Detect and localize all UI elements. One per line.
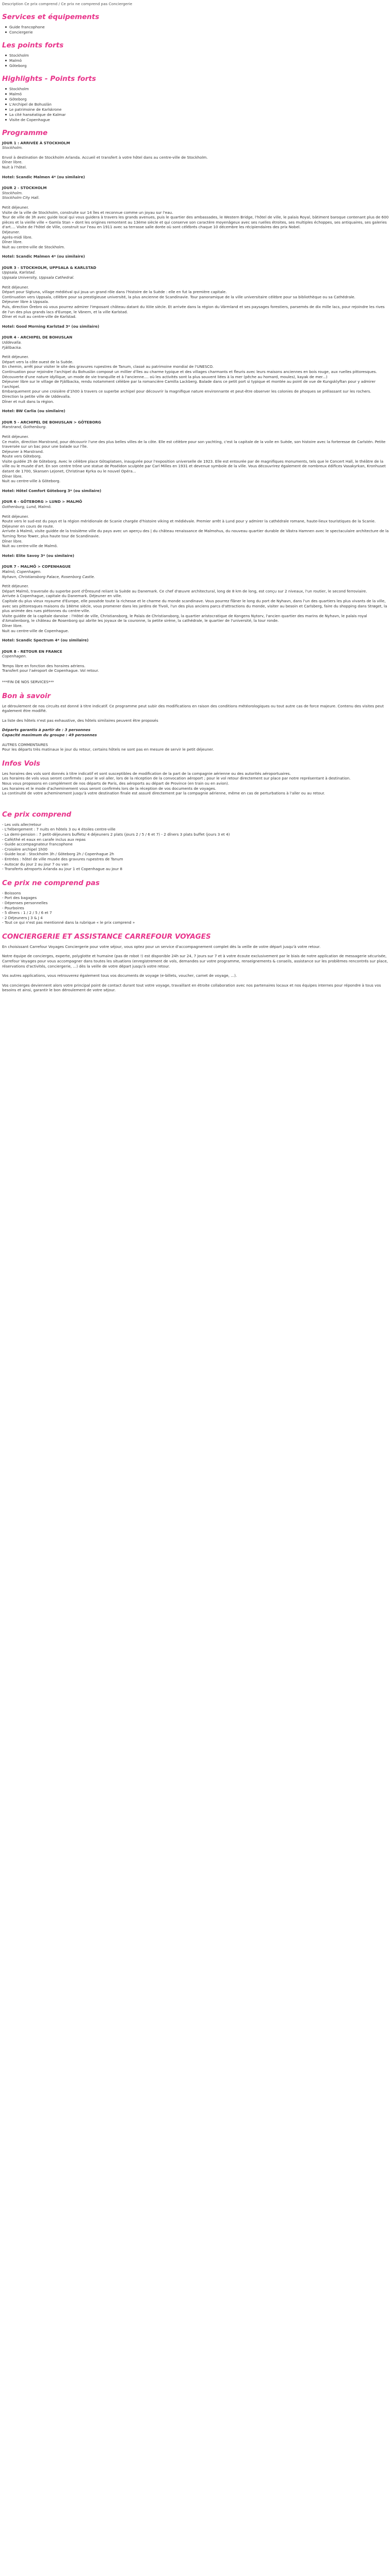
points-forts-title: Les points forts: [2, 41, 64, 49]
prix-comprend-item: - Les vols aller/retour: [2, 822, 42, 827]
day-block: [2, 564, 389, 642]
prix-comprend-title: Ce prix comprend: [2, 810, 72, 819]
day-paragraph: Petit déjeuner.: [2, 205, 29, 210]
bon-a-savoir-body: [2, 704, 389, 752]
day-paragraph: Dîner et nuit au centre-ville de Karlstad.: [2, 314, 77, 319]
services-title: Services et équipements: [2, 12, 100, 21]
day-paragraph: Déjeuner en cours de route.: [2, 523, 54, 529]
day-paragraph: Dîner libre.: [2, 538, 23, 544]
bon-a-savoir-p2: La liste des hôtels n'est pas exhaustive, des hôtels similaires peuvent être proposés: [2, 718, 158, 723]
day-hotel: Hotel: Hôtel Comfort Göteborg 3* (ou similaire): [2, 488, 102, 493]
day-place: Stockholm.: [2, 145, 23, 150]
bon-a-savoir-title: Bon à savoir: [2, 691, 51, 700]
day-paragraph: Temps libre en fonction des horaires aériens.: [2, 663, 86, 668]
day-paragraph: Nuit au centre-ville à Göteborg.: [2, 479, 61, 484]
prix-comprend-item: - Autocar du jour 2 au jour 7 ou van: [2, 861, 69, 867]
prix-ne-comprend-title: Ce prix ne comprend pas: [2, 878, 100, 887]
day-paragraph: En chemin, arrêt pour visiter le site des gravures rupestres de Tanum, classé au patrimoine mondial de l'UNESCO.: [2, 364, 214, 369]
day-paragraph: Départ vers la côte ouest de la Suède.: [2, 359, 74, 364]
day-paragraph: Nuit au centre-ville de Copenhague.: [2, 628, 69, 633]
header-note: Description Ce prix comprend / Ce prix ne comprend pas Conciergerie: [2, 2, 133, 6]
day-paragraph: Petit déjeuner.: [2, 284, 29, 290]
day-paragraph: Nuit au centre-ville de Malmö.: [2, 544, 58, 549]
infos-vols-paragraph: Les horaires de vols vous seront confirmés : pour le vol aller, lors de la réception de la convocation aéroport ; pour le vol retour directement sur place par notre représentant à destination.: [2, 776, 351, 781]
list-item: Conciergerie: [9, 30, 389, 35]
day-paragraph: Dîner libre.: [2, 473, 23, 479]
programme-days: [2, 141, 389, 673]
list-item: Visite de Copenhague: [9, 117, 389, 123]
day-paragraph: Transfert pour l'aéroport de Copenhague. Vol retour.: [2, 668, 99, 673]
prix-comprend-item: - La demi-pension : 7 petit-déjeuners buffets/ 4 déjeuners 2 plats (jours 2 / 5 / 6 et 7) - 2 dîners 3 plats buffet (jours 3 et 4): [2, 832, 230, 837]
day-hotel: Hotel: Scandic Malmen 4* (ou similaire): [2, 254, 85, 259]
highlights-title: Highlights - Points forts: [2, 74, 96, 83]
prix-ne-comprend-item: - 5 dîners : 1 / 2 / 5 / 6 et 7: [2, 910, 52, 916]
day-paragraph: Petit déjeuner.: [2, 434, 29, 439]
day-paragraph: Capitale du plus vieux royaume d'Europe, elle possède toute la richesse et le charme du monde scandinave. Vous pourrez flâner le long du port de Nyhavn, dans l'un des quartiers les plus vivants de la ville, avec ses pittoresques maisons du 18ème siècle, vous promener dans les jardins de Tivoli, l'un des plus anciens parcs d'attractions du monde, visiter au besoin et Carlsberg, faire du shopping dans Strøget, la plus animée des rues piétonnes du centre-ville.: [2, 598, 387, 614]
day-paragraph: Tour de ville de 3h avec guide local qui vous guidera à travers les grands avenues, puis le quartier des ambassades, le Western Bridge, l'hôtel de ville, le palais Royal, bâtiment baroque contenant plus de 600 pièces et la vieille ville « Gamla Stan » dont les origines remontent au 13ème siècle et qui conserve son caractère moyenâgeux avec ses ruelles étroites, ses multiples échoppes, ses antiquaires, ses galeries d'art.... Visite de l'hôtel de Ville, construit sur l'eau en 1911 avec sa terrasse salle dorée où sont célébrés chaque 10 décembre les récipiendaires des prix Nobel.: [2, 215, 389, 230]
list-item: Stockholm: [9, 87, 389, 92]
day-title: JOUR 3 - STOCKHOLM, UPPSALA & KARLSTAD: [2, 265, 96, 270]
day-paragraph: Ce matin, direction Marstrand, pour découvrir l'une des plus belles villes de la côte. Elle est célèbre pour son yachting, c'est la capitale de la voile en Suède, son histoire avec la forteresse de Carlstén. Petite traversée sur un bac pour une balade sur l'île.: [2, 439, 386, 449]
day-title: JOUR 4 - ARCHIPEL DE BOHUSLAN: [2, 335, 73, 340]
day-title: JOUR 8 - RETOUR EN FRANCE: [2, 649, 62, 654]
conciergerie-paragraph: Vos concierges deviennent alors votre principal point de contact durant tout votre voyage, travaillant en étroite collaboration avec nos partenaires locaux et nos équipes internes pour répondre à tous vos besoins et ainsi, garantir le bon déroulement de votre séjour.: [2, 982, 381, 993]
day-block: [2, 649, 389, 673]
day-paragraph: Nuit à l'hôtel.: [2, 164, 27, 170]
prix-ne-comprend-item: - Boissons: [2, 890, 21, 895]
day-paragraph: Déjeuner à Marstrand.: [2, 449, 44, 454]
day-place: Stockholm. Stockholm City Hall.: [2, 190, 40, 200]
day-block: [2, 265, 389, 329]
day-title: JOUR 5 - ARCHIPEL DE BOHUSLAN > GÖTEBORG: [2, 419, 101, 425]
prix-ne-comprend-item: - Pourboires: [2, 905, 24, 910]
day-paragraph: Petit déjeuner.: [2, 354, 29, 360]
prix-ne-comprend-item: - Dépenses personnelles: [2, 900, 48, 905]
programme-title: Programme: [2, 128, 48, 137]
day-paragraph: Dîner et nuit dans la région.: [2, 399, 54, 404]
conciergerie-paragraph: Notre équipe de concierges, experte, polyglotte et humaine (pas de robot !) est disponible 24h sur 24, 7 jours sur 7 et à votre écoute exclusivement par le biais de notre application de messagerie sécurisée, Carrefour Voyages pour vous accompagner dans toutes les situations (enregistrement de vols, demandes sur votre programme, renseignements & conseils, assistance sur les problèmes rencontrés sur place, réservations d'activités, conciergerie, ...) dès la veille de votre départ jusqu'à votre retour.: [2, 954, 388, 969]
day-block: [2, 420, 389, 494]
infos-vols-paragraph: La continuité de votre acheminement jusqu'à votre destination finale est assuré directement par la compagnie aérienne, même en cas de perturbations à l'aller ou au retour.: [2, 791, 325, 796]
list-item: Malmö: [9, 92, 389, 97]
prix-ne-comprend-item: - Port des bagages: [2, 895, 37, 901]
day-title: JOUR 2 - STOCKHOLM: [2, 185, 47, 191]
day-block: [2, 335, 389, 413]
list-item: La cité hanséatique de Kalmar: [9, 112, 389, 117]
highlights-list: [2, 87, 389, 123]
day-paragraph: Direction la petite ville de Uddevalla.: [2, 394, 71, 399]
prix-comprend-list: [2, 822, 389, 872]
day-paragraph: Nuit au centre-ville de Stockholm.: [2, 244, 65, 249]
day-place: Marstrand, Gothenburg.: [2, 425, 47, 430]
day-paragraph: Continuation pour rejoindre l'archipel du Bohuslän composé un millier d'îles au charme typique et des villages charmants et fleuris avec leurs maisons anciennes en bois rouge, aux ruelles pittoresques. Découverte d'une nature idyllique, un mode de vie tranquille et à l'ancienne.... où les activités sont la plus souvent liées à la mer (pêche au homard, moules), kayak de mer...): [2, 369, 377, 379]
day-hotel: Hotel: BW Carlia (ou similaire): [2, 409, 66, 414]
services-list: [2, 25, 389, 35]
day-block: [2, 185, 389, 259]
departs-garantis: Départs garantis à partir de : 3 personnes: [2, 727, 91, 733]
day-paragraph: Déjeuner libre sur le village de Fjällbacka, rendu notamment célèbre par la romancière Camilla Lackberg. Balade dans ce petit port si typique et montée au point de vue de Kungsklyftan pour y admirer l'archipel.: [2, 379, 376, 389]
infos-vols-paragraph: Nous vous proposons en complément de nos départs de Paris, des aéroports au départ de Province (en train ou en avion).: [2, 781, 230, 786]
day-paragraph: Visite guidée de la capitale danoise : l'Hôtel de ville, Christiansborg, le Palais de Christiansborg, la quartier aristocratique de Kongens Nytorv, l'ancien quartier des marins de Nyhavn, le palais royal d'Amalienborg, le château de Rosenborg qui abrite les joyaux de la couronne, la petite sirène, la cathédrale, le quartier de l'université, la tour ronde.: [2, 613, 367, 623]
day-paragraph: Route vers le sud-est du pays et la région méridionale de Scanie chargée d'histoire viking et médiévale. Premier arrêt à Lund pour y admirer la cathédrale romane, haute-lieux touristiques de la Scanie.: [2, 519, 376, 524]
prix-ne-comprend-list: [2, 891, 389, 925]
day-hotel: Hotel: Scandic Malmen 4* (ou similaire): [2, 174, 85, 179]
no-services-note: ***FIN DE NOS SERVICES***: [2, 680, 54, 685]
day-paragraph: Petit déjeuner.: [2, 584, 29, 589]
conciergerie-paragraph: En choisissant Carrefour Voyages Conciergerie pour votre séjour, vous optez pour un service d'accompagnement complet dès la veille de votre départ jusqu'à votre retour.: [2, 944, 321, 949]
day-paragraph: Puis, direction Örebro où vous pourrez admirer l'imposant château datant du XIIIe siècle. Et arrivée dans la région du Värmland et ses paysages forestiers, parsemés de dix mille lacs, pour rejoindre les rives de l'un des plus grands lacs d'Europe, le Vänern, et la ville Karlstad.: [2, 304, 385, 314]
list-item: Stockholm: [9, 53, 389, 58]
points-forts-list: [2, 53, 389, 69]
day-paragraph: Déjeuner.: [2, 229, 20, 234]
list-item: Malmö: [9, 58, 389, 63]
day-paragraph: Après-midi libre.: [2, 234, 32, 240]
day-title: JOUR 6 - GÖTEBORG > LUND > MALMÖ: [2, 499, 83, 504]
infos-vols-body: [2, 771, 389, 796]
day-title: JOUR 7 - MALMÖ > COPENHAGUE: [2, 564, 71, 569]
day-paragraph: Déjeuner libre à Uppsala.: [2, 299, 50, 304]
day-title: JOUR 1 : ARRIVÉE À STOCKHOLM: [2, 140, 70, 145]
day-paragraph: Départ Malmö, traversée du superbe pont d'Öresund reliant la Suède au Danemark. Ce chef d'œuvre architectural, long de 8 km de long, est conçu sur 2 niveaux, l'un routier, le second ferroviaire.: [2, 588, 367, 594]
list-item: L'Archipel de Bohuslän: [9, 102, 389, 107]
prix-comprend-item: - Entrées : hôtel de ville musée des gravures rupestres de Tanum: [2, 856, 123, 861]
list-item: Guide francophone: [9, 25, 389, 30]
day-place: Gothenburg, Lund, Malmö.: [2, 504, 52, 510]
infos-vols-paragraph: Les horaires des vols sont donnés à titre indicatif et sont susceptibles de modification de la part de la compagnie aérienne ou des autorités aéroportuaires.: [2, 771, 291, 776]
day-paragraph: Continuation vers Uppsala, célèbre pour sa prestigieuse université, la plus ancienne de Scandinavie. Tour panoramique de la ville universitaire célèbre pour sa bibliothèque ou sa Cathédrale.: [2, 294, 355, 299]
day-paragraph: Route vers Göteborg.: [2, 454, 42, 459]
day-paragraph: Petit déjeuner.: [2, 514, 29, 519]
day-place: Copenhagen.: [2, 654, 27, 659]
day-paragraph: Visite de la ville de Stockholm, construite sur 14 îles et reconnue comme un joyau sur l'eau.: [2, 210, 173, 215]
prix-ne-comprend-item: - 2 Déjeuners J 3 & J 4: [2, 915, 43, 920]
day-paragraph: Départ pour Sigtuna, village médiéval qui joua un grand rôle dans l'histoire de la Suède : elle en fut la première capitale.: [2, 290, 227, 295]
conciergerie-body: [2, 944, 389, 993]
day-paragraph: Dîner libre.: [2, 623, 23, 628]
day-paragraph: Dîner libre.: [2, 240, 23, 245]
prix-ne-comprend-item: - Tout ce qui n'est pas mentionné dans la rubrique « le prix comprend »: [2, 920, 135, 925]
day-place: Uppsala, Karlstad. Uppsala University, Uppsala Cathedral.: [2, 270, 75, 280]
day-paragraph: Arrivée à Malmö, visite guidée de la troisième ville du pays avec un aperçu des | du château renaissance de Malmohus, du nouveau quartier durable de Västra Hamnen avec le spectaculaire architecture de la Turning Torso Tower, plus haute tour de Scandinavie.: [2, 529, 389, 538]
day-hotel: Hotel: Elite Savoy 3* (ou similaire): [2, 553, 74, 558]
prix-comprend-item: - Transferts aéroports Arlanda au jour 1 et Copenhague au jour 8: [2, 867, 123, 872]
prix-comprend-item: - Croisière archipel 1h00: [2, 846, 48, 852]
prix-comprend-item: - Café/thé et eaux en carafe inclus aux repas: [2, 837, 86, 842]
list-item: Göteborg: [9, 97, 389, 102]
prix-comprend-item: - Guide accompagnateur francophone: [2, 842, 73, 847]
autres-commentaires-title: AUTRES COMMENTAIRES: [2, 742, 48, 747]
conciergerie-title: CONCIERGERIE ET ASSISTANCE CARREFOUR VOYAGES: [2, 932, 211, 941]
bon-a-savoir-p1: Le déroulement de nos circuits est donné à titre indicatif. Ce programme peut subir des modifications en raison des conditions météorologiques ou tout autre cas de force majeure. Contenu des visites peut également être modifié.: [2, 703, 384, 714]
conciergerie-paragraph: Vos autres applications, vous retrouverez également tous vos documents de voyage (e-billets, voucher, carnet de voyage, ...).: [2, 973, 237, 978]
day-paragraph: Arrivée à Copenhague, capitale du Danemark. Déjeuner en ville.: [2, 594, 122, 599]
list-item: Göteborg: [9, 63, 389, 69]
prix-comprend-item: - L'hébergement : 7 nuits en hôtels 3 ou 4 étoiles centre-ville: [2, 827, 116, 832]
capacite-max: Capacité maximum du groupe : 49 personnes: [2, 733, 97, 738]
day-hotel: Hotel: Good Morning Karlstad 3* (ou similaire): [2, 324, 100, 329]
infos-vols-paragraph: Les horaires et le mode d'acheminement vous seront confirmés lors de la réception de vos documents de voyages.: [2, 786, 217, 791]
day-place: Uddevalla. Fjällbacka.: [2, 340, 22, 350]
list-item: Le patrimoine de Karlskrone: [9, 107, 389, 112]
day-paragraph: Embarquement pour une croisière d'1h00 à travers ce superbe archipel pour découvrir la magnifique nature environnante et peut-être observer les colonies de phoques se prélassant sur les rochers.: [2, 389, 371, 394]
day-block: [2, 499, 389, 558]
day-hotel: Hotel: Scandic Spectrum 4* (ou similaire): [2, 638, 89, 643]
prix-comprend-item: - Guide local : Stockholm 3h / Göteborg 2h / Copenhague 2h: [2, 852, 115, 857]
day-place: Malmö, Copenhagen. Nyhavn, Christiansborg Palace, Rosenborg Castle.: [2, 569, 95, 579]
infos-vols-title: Infos Vols: [2, 759, 40, 768]
day-block: [2, 141, 389, 180]
autres-commentaires-text: Pour les départs très matinaux le jour du retour, certains hôtels ne sont pas en mesure de servir le petit déjeuner.: [2, 747, 214, 752]
day-paragraph: Dîner libre.: [2, 160, 23, 165]
day-paragraph: Envol à destination de Stockholm Arlanda. Accueil et transfert à votre hôtel dans au centre-ville de Stockholm.: [2, 155, 208, 160]
day-paragraph: Visite guidée 2h de Göteborg. Avec le célèbre place Götaplatsen, inaugurée pour l'exposition universelle de 1923. Elle est entourée par de magnifiques monuments, tels que le Concert Hall, le théâtre de la ville ou le musée d'art. En son centre trône une statue de Poséidon sculptée par Carl Milles en 1931 et devenue symbole de la ville. Vous découvrirez également de nombreux édifices Vasakyrkan, Kronhuset datant de 1700, Skansen Lejonet, Christinae Kyrka ou le nouvel Opéra...: [2, 459, 386, 474]
